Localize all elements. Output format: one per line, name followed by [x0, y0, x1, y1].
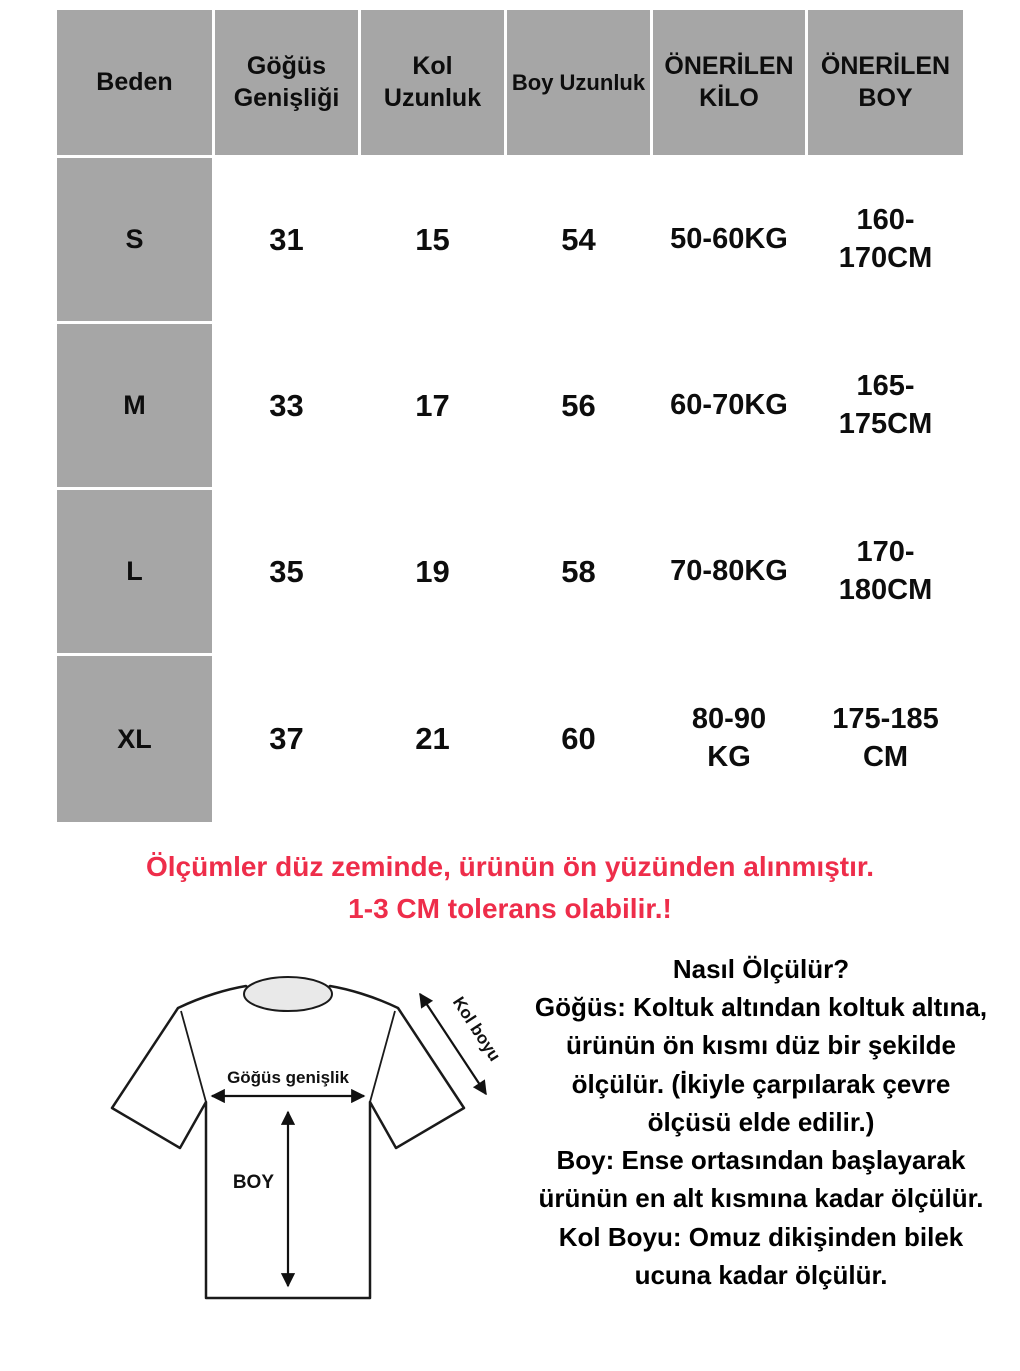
value-cell: 15 [361, 158, 504, 321]
value-cell: 33 [215, 324, 358, 487]
size-cell: XL [57, 656, 212, 822]
value-cell: 60 [507, 656, 650, 822]
sleeve-length-label: Kol boyu [448, 993, 505, 1065]
body-length-label: BOY [232, 1172, 274, 1193]
how-to-measure-section [0, 936, 1020, 1371]
notice-line-1: Ölçümler düz zeminde, ürünün ön yüzünden alınmıştır. [145, 851, 875, 882]
value-cell: 80-90 KG [653, 656, 805, 822]
chest-width-label: Göğüs genişlik [227, 1068, 349, 1087]
value-cell: 58 [507, 490, 650, 653]
value-cell: 31 [215, 158, 358, 321]
instruction-sleeve: Kol Boyu: Omuz dikişinden bilek ucuna kadar ölçülür. [558, 1221, 964, 1290]
column-header-beden: Beden [57, 10, 212, 155]
value-cell: 19 [361, 490, 504, 653]
column-header-arm: Kol Uzunluk [361, 10, 504, 155]
value-cell: 56 [507, 324, 650, 487]
column-header-chest: Göğüs Genişliği [215, 10, 358, 155]
value-cell: 60-70KG [653, 324, 805, 487]
value-cell: 35 [215, 490, 358, 653]
value-cell: 160-170CM [808, 158, 963, 321]
value-cell: 70-80KG [653, 490, 805, 653]
size-guide-page [0, 10, 1020, 1371]
collar-shape [244, 977, 332, 1011]
size-cell: M [57, 324, 212, 487]
value-cell: 175-185 CM [808, 656, 963, 822]
column-header-weight: ÖNERİLEN KİLO [653, 10, 805, 155]
measurement-notice [0, 846, 1020, 930]
column-header-length: Boy Uzunluk [507, 10, 650, 155]
notice-line-2: 1-3 CM tolerans olabilir.! [348, 893, 672, 924]
value-cell: 21 [361, 656, 504, 822]
size-cell: S [57, 158, 212, 321]
tshirt-measure-illustration [48, 936, 518, 1366]
value-cell: 165-175CM [808, 324, 963, 487]
instruction-length: Boy: Ense ortasından başlayarak ürünün en alt kısmına kadar ölçülür. [538, 1145, 984, 1214]
value-cell: 170-180CM [808, 490, 963, 653]
measure-instructions [528, 936, 994, 1371]
instructions-title: Nasıl Ölçülür? [672, 954, 850, 984]
value-cell: 17 [361, 324, 504, 487]
value-cell: 50-60KG [653, 158, 805, 321]
size-cell: L [57, 490, 212, 653]
value-cell: 54 [507, 158, 650, 321]
size-table [57, 10, 963, 822]
tshirt-diagram [48, 936, 518, 1371]
instruction-chest: Göğüs: Koltuk altından koltuk altına, ürünün ön kısmı düz bir şekilde ölçülür. (İkiyle çarpılarak çevre ölçüsü elde edilir.) [534, 992, 988, 1137]
value-cell: 37 [215, 656, 358, 822]
column-header-height: ÖNERİLEN BOY [808, 10, 963, 155]
